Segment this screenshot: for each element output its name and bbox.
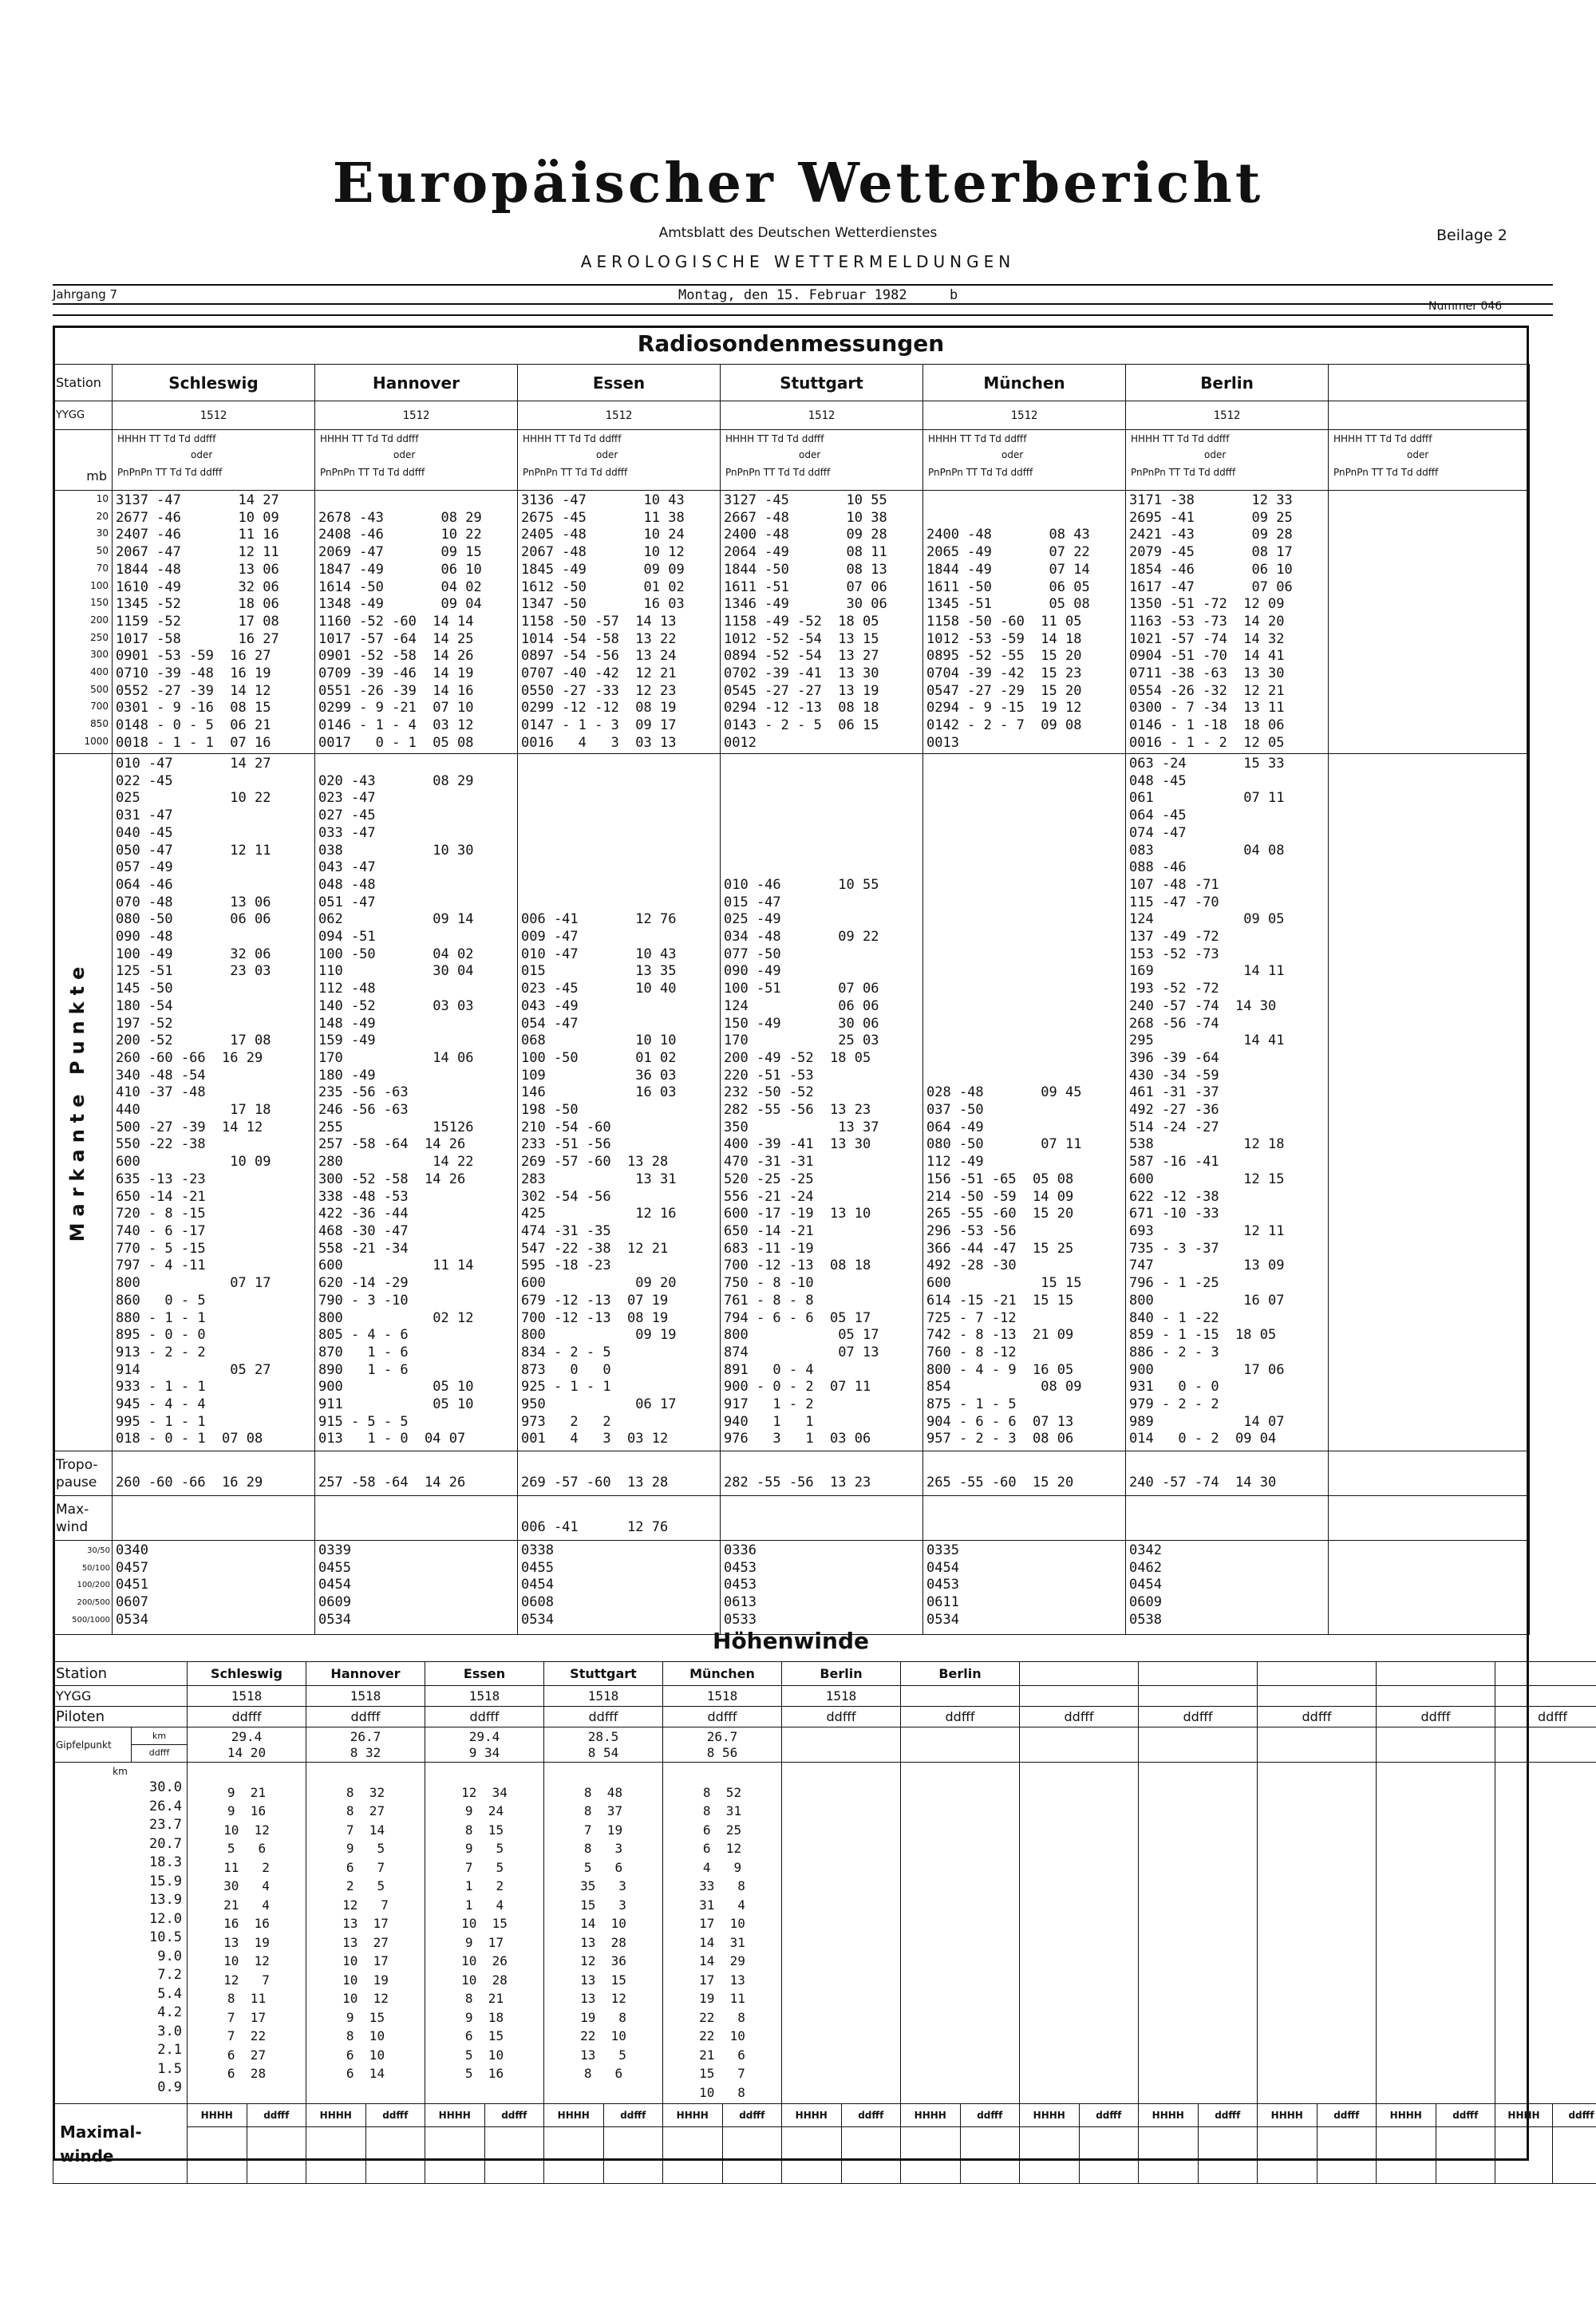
yygg-value <box>1329 401 1530 430</box>
hw-ddfff: ddfff <box>1020 1707 1139 1727</box>
col-header-bottom: PnPnPn TT Td Td ddfff <box>117 467 223 478</box>
winds-empty <box>782 1763 901 2104</box>
beilage-label: Beilage 2 <box>1436 227 1507 244</box>
marked-muenchen: 028 -48 09 45 037 -50 064 -49 080 -50 07 11 112 -49 156 -51 -65 05 08 214 -50 -59 14 09 265 -55 -60 15 20 296 -53 -56 366 -44 -47 15 25 492 -28 -30 600 15 15 614 -15 -21 15 15 725 - 7 -12 742 - 8 -13 21 09 760 - 8 -12 800 - 4 - 9 16 05 854 08 09 875 - 1 - 5 904 - 6 - 6 07 13 957 - 2 - 3 08 06 <box>923 754 1126 1451</box>
hw-yygg <box>1377 1686 1495 1707</box>
hhhh-label: HHHH <box>663 2104 723 2126</box>
hhhh-label: HHHH <box>188 2104 247 2126</box>
ddfff-label: ddfff <box>620 2110 646 2121</box>
hw-ddfff: ddfff <box>306 1707 425 1727</box>
maximalwinde-label: Maximal- winde <box>53 2104 188 2184</box>
marked-berlin: 063 -24 15 33 048 -45 061 07 11 064 -45 074 -47 083 04 08 088 -46 107 -48 -71 115 -47 -70 124 09 05 137 -49 -72 153 -52 -73 169 14 11 193 -52 -72 240 -57 -74 14 30 268 -56 -74 295 14 41 396 -39 -64 430 -34 -59 461 -31 -37 492 -27 -36 514 -24 -27 538 12 18 587 -16 -41 600 12 15 622 -12 -38 671 -10 -33 693 12 11 735 - 3 -37 747 13 09 796 - 1 -25 800 16 07 840 - 1 -22 859 - 1 -15 18 05 886 - 2 - 3 900 17 06 931 0 - 0 979 - 2 - 2 989 14 07 014 0 - 2 09 04 <box>1126 754 1329 1451</box>
col-header-bottom: PnPnPn TT Td Td ddfff <box>1333 467 1439 478</box>
maxwind-cell <box>1495 2104 1596 2184</box>
col-header-oder: oder <box>799 449 821 460</box>
rule-top <box>53 284 1553 286</box>
gipfel-dd: 14 20 <box>227 1744 267 1760</box>
mb-label: mb <box>53 430 113 491</box>
tropo-value: 240 -57 -74 14 30 <box>1126 1451 1329 1496</box>
marked-empty <box>1329 754 1530 1451</box>
winds-empty <box>1377 1763 1495 2104</box>
maxwind-value: 006 -41 12 76 <box>518 1496 721 1541</box>
height-km-label: km <box>113 1766 128 1777</box>
gipfel-cell <box>901 1727 1020 1763</box>
std-levels-empty <box>1329 491 1530 754</box>
gipfel-cell <box>1020 1727 1139 1763</box>
hw-ddfff: ddfff <box>1377 1707 1495 1727</box>
hw-yygg <box>1258 1686 1377 1707</box>
hw-station: München <box>663 1662 782 1686</box>
hw-station <box>1377 1662 1495 1686</box>
yygg-value: 1512 <box>721 401 923 430</box>
hw-station <box>1495 1662 1596 1686</box>
hw-station <box>1020 1662 1139 1686</box>
ddfff-label: ddfff <box>1452 2110 1479 2121</box>
hw-yygg: 1518 <box>782 1686 901 1707</box>
maxwind-cell <box>188 2104 306 2184</box>
maxwind-value <box>923 1496 1126 1541</box>
station-berlin: Berlin <box>1126 365 1329 401</box>
radiosonde-table <box>53 364 1530 1635</box>
marked-label-cell <box>53 754 113 1451</box>
yygg-value: 1512 <box>923 401 1126 430</box>
maxwind-cell <box>782 2104 901 2184</box>
maxwind-value <box>315 1496 518 1541</box>
gipfel-sub <box>132 1727 188 1763</box>
tropopause-label: Tropo- pause <box>53 1451 113 1496</box>
winds-muenchen: 8 52 8 31 6 25 6 12 4 9 33 8 31 4 17 10 14 31 14 29 17 13 19 11 22 8 22 10 21 6 15 7 10 8 <box>663 1763 782 2104</box>
date: Montag, den 15. Februar 1982 <box>678 287 907 303</box>
hw-yygg <box>1020 1686 1139 1707</box>
tropo-value: 257 -58 -64 14 26 <box>315 1451 518 1496</box>
maxwind-cell <box>901 2104 1020 2184</box>
radiosonde-title: Radiosondenmessungen <box>637 330 945 357</box>
thickness-values: 0338 0455 0454 0608 0534 <box>518 1541 721 1635</box>
std-levels-berlin: 3171 -38 12 33 2695 -41 09 25 2421 -43 09 28 2079 -45 08 17 1854 -46 06 10 1617 -47 07 06 1350 -51 -72 12 09 1163 -53 -73 14 20 1021 -57 -74 14 32 0904 -51 -70 14 41 0711 -38 -63 13 30 0554 -26 -32 12 21 0300 - 7 -34 13 11 0146 - 1 -18 18 06 0016 - 1 - 2 12 05 <box>1126 491 1329 754</box>
marked-schleswig: 010 -47 14 27 022 -45 025 10 22 031 -47 040 -45 050 -47 12 11 057 -49 064 -46 070 -48 13 06 080 -50 06 06 090 -48 100 -49 32 06 125 -51 23 03 145 -50 180 -54 197 -52 200 -52 17 08 260 -60 -66 16 29 340 -48 -54 410 -37 -48 440 17 18 500 -27 -39 14 12 550 -22 -38 600 10 09 635 -13 -23 650 -14 -21 720 - 8 -15 740 - 6 -17 770 - 5 -15 797 - 4 -11 800 07 17 860 0 - 5 880 - 1 - 1 895 - 0 - 0 913 - 2 - 2 914 05 27 933 - 1 - 1 945 - 4 - 4 995 - 1 - 1 018 - 0 - 1 07 08 <box>113 754 315 1451</box>
winds-essen: 12 34 9 24 8 15 9 5 7 5 1 2 1 4 10 15 9 17 10 26 10 28 8 21 9 18 6 15 5 10 5 16 <box>425 1763 544 2104</box>
maxwind-cell <box>663 2104 782 2184</box>
marked-points-label: Markante Punkte <box>66 960 89 1242</box>
maxwind-cell <box>306 2104 425 2184</box>
ddfff-label: ddfff <box>501 2110 527 2121</box>
gipfel-cell <box>1139 1727 1258 1763</box>
std-levels-muenchen: 2400 -48 08 43 2065 -49 07 22 1844 -49 07 14 1611 -50 06 05 1345 -51 05 08 1158 -50 -60 11 05 1012 -53 -59 14 18 0895 -52 -55 15 20 0704 -39 -42 15 23 0547 -27 -29 15 20 0294 - 9 -15 19 12 0142 - 2 - 7 09 08 0013 <box>923 491 1126 754</box>
gipfel-cell <box>306 1727 425 1763</box>
hw-station <box>1258 1662 1377 1686</box>
hw-yygg <box>1139 1686 1258 1707</box>
gipfel-dd: 8 56 <box>706 1744 738 1760</box>
thickness-values: 0335 0454 0453 0611 0534 <box>923 1541 1126 1635</box>
col-header-bottom: PnPnPn TT Td Td ddfff <box>1131 467 1236 478</box>
hhhh-label: HHHH <box>1377 2104 1436 2126</box>
layer-label: 500/1000 <box>72 1615 110 1625</box>
marked-stuttgart: 010 -46 10 55 015 -47 025 -49 034 -48 09 22 077 -50 090 -49 100 -51 07 06 124 06 06 150 -49 30 06 170 25 03 200 -49 -52 18 05 220 -51 -53 232 -50 -52 282 -55 -56 13 23 350 13 37 400 -39 -41 13 30 470 -31 -31 520 -25 -25 556 -21 -24 600 -17 -19 13 10 650 -14 -21 683 -11 -19 700 -12 -13 08 18 750 - 8 -10 761 - 8 - 8 794 - 6 - 6 05 17 800 05 17 874 07 13 891 0 - 4 900 - 0 - 2 07 11 917 1 - 2 940 1 1 976 3 1 03 06 <box>721 754 923 1451</box>
tropo-value: 282 -55 -56 13 23 <box>721 1451 923 1496</box>
hw-ddfff: ddfff <box>425 1707 544 1727</box>
gipfel-dd: 8 32 <box>350 1744 381 1760</box>
ddfff-label: ddfff <box>977 2110 1003 2121</box>
hw-yygg: 1518 <box>306 1686 425 1707</box>
col-header-bottom: PnPnPn TT Td Td ddfff <box>725 467 831 478</box>
yygg-value: 1512 <box>1126 401 1329 430</box>
maxwind-cell <box>1139 2104 1258 2184</box>
winds-empty <box>1495 1763 1596 2104</box>
station-stuttgart: Stuttgart <box>721 365 923 401</box>
gipfel-dd: 8 54 <box>587 1744 619 1760</box>
col-header-top: HHHH TT Td Td ddfff <box>320 433 419 444</box>
hw-ddfff: ddfff <box>1258 1707 1377 1727</box>
thickness-values <box>1329 1541 1530 1635</box>
gipfel-dd: 9 34 <box>468 1744 500 1760</box>
date-suffix: b <box>950 287 958 303</box>
col-header-oder: oder <box>191 449 213 460</box>
ddfff-label: ddfff <box>858 2110 884 2121</box>
gipfel-km: 26.7 <box>706 1728 738 1744</box>
hw-ddfff: ddfff <box>782 1707 901 1727</box>
yygg-value: 1512 <box>315 401 518 430</box>
hw-station: Schleswig <box>188 1662 306 1686</box>
hhhh-label: HHHH <box>1139 2104 1199 2126</box>
marked-essen: 006 -41 12 76 009 -47 010 -47 10 43 015 13 35 023 -45 10 40 043 -49 054 -47 068 10 10 100 -50 01 02 109 36 03 146 16 03 198 -50 210 -54 -60 233 -51 -56 269 -57 -60 13 28 283 13 31 302 -54 -56 425 12 16 474 -31 -35 547 -22 -38 12 21 595 -18 -23 600 09 20 679 -12 -13 07 19 700 -12 -13 08 19 800 09 19 834 - 2 - 5 873 0 0 925 - 1 - 1 950 06 17 973 2 2 001 4 3 03 12 <box>518 754 721 1451</box>
subtitle: Amtsblatt des Deutschen Wetterdienstes <box>658 225 938 241</box>
tropo-value: 260 -60 -66 16 29 <box>113 1451 315 1496</box>
hw-station: Berlin <box>782 1662 901 1686</box>
col-header-oder: oder <box>1001 449 1024 460</box>
gipfelpunkt-label: Gipfelpunkt <box>53 1727 132 1763</box>
hw-ddfff: ddfff <box>1139 1707 1258 1727</box>
layer-label: 50/100 <box>81 1563 110 1573</box>
marked-hannover: 020 -43 08 29 023 -47 027 -45 033 -47 038 10 30 043 -47 048 -48 051 -47 062 09 14 094 -51 100 -50 04 02 110 30 04 112 -48 140 -52 03 03 148 -49 159 -49 170 14 06 180 -49 235 -56 -63 246 -56 -63 255 15126 257 -58 -64 14 26 280 14 22 300 -52 -58 14 26 338 -48 -53 422 -36 -44 468 -30 -47 558 -21 -34 600 11 14 620 -14 -29 790 - 3 -10 800 02 12 805 - 4 - 6 870 1 - 6 890 1 - 6 900 05 10 911 05 10 915 - 5 - 5 013 1 - 0 04 07 <box>315 754 518 1451</box>
winds-stuttgart: 8 48 8 37 7 19 8 3 5 6 35 3 15 3 14 10 13 28 12 36 13 15 13 12 19 8 22 10 13 5 8 6 <box>544 1763 663 2104</box>
hw-station: Stuttgart <box>544 1662 663 1686</box>
col-header-top: HHHH TT Td Td ddfff <box>1333 433 1432 444</box>
maxwind-cell <box>544 2104 663 2184</box>
col-header-top: HHHH TT Td Td ddfff <box>1131 433 1230 444</box>
hw-ddfff: ddfff <box>1495 1707 1596 1727</box>
hhhh-label: HHHH <box>306 2104 366 2126</box>
gipfel-cell <box>425 1727 544 1763</box>
gipfel-cell <box>1377 1727 1495 1763</box>
gipfel-km: 29.4 <box>468 1728 500 1744</box>
layer-label: 100/200 <box>77 1581 110 1590</box>
hw-ddfff: ddfff <box>663 1707 782 1727</box>
col-header-top: HHHH TT Td Td ddfff <box>928 433 1027 444</box>
col-header-top: HHHH TT Td Td ddfff <box>725 433 824 444</box>
yygg-value: 1512 <box>518 401 721 430</box>
ddfff-label: ddfff <box>382 2110 409 2121</box>
std-levels-essen: 3136 -47 10 43 2675 -45 11 38 2405 -48 10 24 2067 -48 10 12 1845 -49 09 09 1612 -50 01 02 1347 -50 16 03 1158 -50 -57 14 13 1014 -54 -58 13 22 0897 -54 -56 13 24 0707 -40 -42 12 21 0550 -27 -33 12 23 0299 -12 -12 08 19 0147 - 1 - 3 09 17 0016 4 3 03 13 <box>518 491 721 754</box>
hw-station: Berlin <box>901 1662 1020 1686</box>
rule-date <box>53 303 1553 305</box>
gipfel-cell <box>663 1727 782 1763</box>
gipfel-km: 29.4 <box>231 1728 263 1744</box>
col-header-bottom: PnPnPn TT Td Td ddfff <box>523 467 628 478</box>
hw-yygg <box>1495 1686 1596 1707</box>
maxwind-cell <box>425 2104 544 2184</box>
maxwind-label: Max- wind <box>53 1496 113 1541</box>
gipfel-cell <box>782 1727 901 1763</box>
hw-ddfff: ddfff <box>901 1707 1020 1727</box>
yygg-value: 1512 <box>113 401 315 430</box>
thickness-values: 0340 0457 0451 0607 0534 <box>113 1541 315 1635</box>
winds-empty <box>1139 1763 1258 2104</box>
std-levels-hannover: 2678 -43 08 29 2408 -46 10 22 2069 -47 09 15 1847 -49 06 10 1614 -50 04 02 1348 -49 09 04 1160 -52 -60 14 14 1017 -57 -64 14 25 0901 -52 -58 14 26 0709 -39 -46 14 19 0551 -26 -39 14 16 0299 - 9 -21 07 10 0146 - 1 - 4 03 12 0017 0 - 1 05 08 <box>315 491 518 754</box>
station-muenchen: München <box>923 365 1126 401</box>
tropo-value <box>1329 1451 1530 1496</box>
winds-empty <box>1258 1763 1377 2104</box>
hhhh-label: HHHH <box>782 2104 842 2126</box>
gipfel-cell <box>1258 1727 1377 1763</box>
col-header-oder: oder <box>1407 449 1429 460</box>
std-levels-stuttgart: 3127 -45 10 55 2667 -48 10 38 2400 -48 09 28 2064 -49 08 11 1844 -50 08 13 1611 -51 07 06 1346 -49 30 06 1158 -49 -52 18 05 1012 -52 -54 13 15 0894 -52 -54 13 27 0702 -39 -41 13 30 0545 -27 -27 13 19 0294 -12 -13 08 18 0143 - 2 - 5 06 15 0012 <box>721 491 923 754</box>
std-levels-schleswig: 3137 -47 14 27 2677 -46 10 09 2407 -46 11 16 2067 -47 12 11 1844 -48 13 06 1610 -49 32 06 1345 -52 18 06 1159 -52 17 08 1017 -58 16 27 0901 -53 -59 16 27 0710 -39 -48 16 19 0552 -27 -39 14 12 0301 - 9 -16 08 15 0148 - 0 - 5 06 21 0018 - 1 - 1 07 16 <box>113 491 315 754</box>
layer-label: 200/500 <box>77 1598 110 1608</box>
layer-labels <box>53 1541 113 1635</box>
station-empty <box>1329 365 1530 401</box>
hhhh-label: HHHH <box>1020 2104 1080 2126</box>
hw-ddfff: ddfff <box>544 1707 663 1727</box>
winds-schleswig: 9 21 9 16 10 12 5 6 11 2 30 4 21 4 16 16 13 19 10 12 12 7 8 11 7 17 7 22 6 27 6 28 <box>188 1763 306 2104</box>
hw-piloten-label: Piloten <box>53 1707 188 1727</box>
winds-empty <box>1020 1763 1139 2104</box>
thickness-values: 0339 0455 0454 0609 0534 <box>315 1541 518 1635</box>
station-essen: Essen <box>518 365 721 401</box>
height-levels: 30.0 26.4 23.7 20.7 18.3 15.9 13.9 12.0 10.5 9.0 7.2 5.4 4.2 3.0 2.1 1.5 0.9 <box>149 1779 182 2095</box>
gipfel-cell <box>544 1727 663 1763</box>
col-header-top: HHHH TT Td Td ddfff <box>117 433 216 444</box>
tropo-value: 269 -57 -60 13 28 <box>518 1451 721 1496</box>
col-header-top: HHHH TT Td Td ddfff <box>523 433 622 444</box>
hhhh-label: HHHH <box>544 2104 604 2126</box>
ddfff-label: ddfff <box>263 2110 290 2121</box>
mb-levels: 10 20 30 50 70 100 150 200 250 300 400 500 700 850 1000 <box>53 491 113 754</box>
gipfel-cell <box>188 1727 306 1763</box>
hoehenwinde-table <box>53 1661 1596 2184</box>
layer-label: 30/50 <box>87 1546 110 1555</box>
hw-yygg <box>901 1686 1020 1707</box>
hhhh-label: HHHH <box>1495 2104 1553 2126</box>
rule-date-2 <box>53 314 1553 316</box>
maxwind-cell <box>1020 2104 1139 2184</box>
station-hannover: Hannover <box>315 365 518 401</box>
maxwind-value <box>1126 1496 1329 1541</box>
col-header-bottom: PnPnPn TT Td Td ddfff <box>320 467 425 478</box>
maxwind-cell <box>1377 2104 1495 2184</box>
col-header-oder: oder <box>393 449 416 460</box>
gipfel-km: 28.5 <box>587 1728 619 1744</box>
hhhh-label: HHHH <box>1258 2104 1317 2126</box>
maxwind-value <box>1329 1496 1530 1541</box>
hw-ddfff: ddfff <box>188 1707 306 1727</box>
thickness-values: 0342 0462 0454 0609 0538 <box>1126 1541 1329 1635</box>
thickness-values: 0336 0453 0453 0613 0533 <box>721 1541 923 1635</box>
tropo-value: 265 -55 -60 15 20 <box>923 1451 1126 1496</box>
yygg-label: YYGG <box>53 401 113 430</box>
hw-station: Hannover <box>306 1662 425 1686</box>
hw-yygg-label: YYGG <box>53 1686 188 1707</box>
ddfff-label: ddfff <box>1096 2110 1122 2121</box>
winds-hannover: 8 32 8 27 7 14 9 5 6 7 2 5 12 7 13 17 13 27 10 17 10 19 10 12 9 15 8 10 6 10 6 14 <box>306 1763 425 2104</box>
hw-yygg: 1518 <box>188 1686 306 1707</box>
gipfel-cell <box>1495 1727 1596 1763</box>
station-schleswig: Schleswig <box>113 365 315 401</box>
ddfff-label: ddfff <box>739 2110 765 2121</box>
ddfff-label: ddfff <box>1568 2110 1594 2121</box>
issue-number: Nummer 046 <box>1428 300 1503 313</box>
gipfel-ddfff-label: ddfff <box>148 1747 170 1758</box>
section-heading: AEROLOGISCHE WETTERMELDUNGEN <box>580 252 1016 271</box>
hw-station <box>1139 1662 1258 1686</box>
maxwind-value <box>721 1496 923 1541</box>
page-title: Europäischer Wetterbericht <box>332 152 1264 215</box>
hhhh-label: HHHH <box>901 2104 961 2126</box>
maxwind-value <box>113 1496 315 1541</box>
height-column <box>53 1763 188 2104</box>
jahrgang: Jahrgang 7 <box>53 287 118 302</box>
ddfff-label: ddfff <box>1215 2110 1241 2121</box>
gipfel-km: 26.7 <box>350 1728 381 1744</box>
col-header-oder: oder <box>596 449 618 460</box>
ddfff-label: ddfff <box>1333 2110 1360 2121</box>
hw-station: Essen <box>425 1662 544 1686</box>
hhhh-label: HHHH <box>425 2104 485 2126</box>
winds-empty <box>901 1763 1020 2104</box>
hw-station-label: Station <box>53 1662 188 1686</box>
gipfel-km-label: km <box>132 1728 187 1745</box>
hw-yygg: 1518 <box>544 1686 663 1707</box>
col-header-bottom: PnPnPn TT Td Td ddfff <box>928 467 1033 478</box>
station-label: Station <box>53 365 113 401</box>
hw-yygg: 1518 <box>663 1686 782 1707</box>
col-header-oder: oder <box>1204 449 1227 460</box>
hoehenwinde-title: Höhenwinde <box>713 1628 869 1654</box>
maxwind-cell <box>1258 2104 1377 2184</box>
hw-yygg: 1518 <box>425 1686 544 1707</box>
